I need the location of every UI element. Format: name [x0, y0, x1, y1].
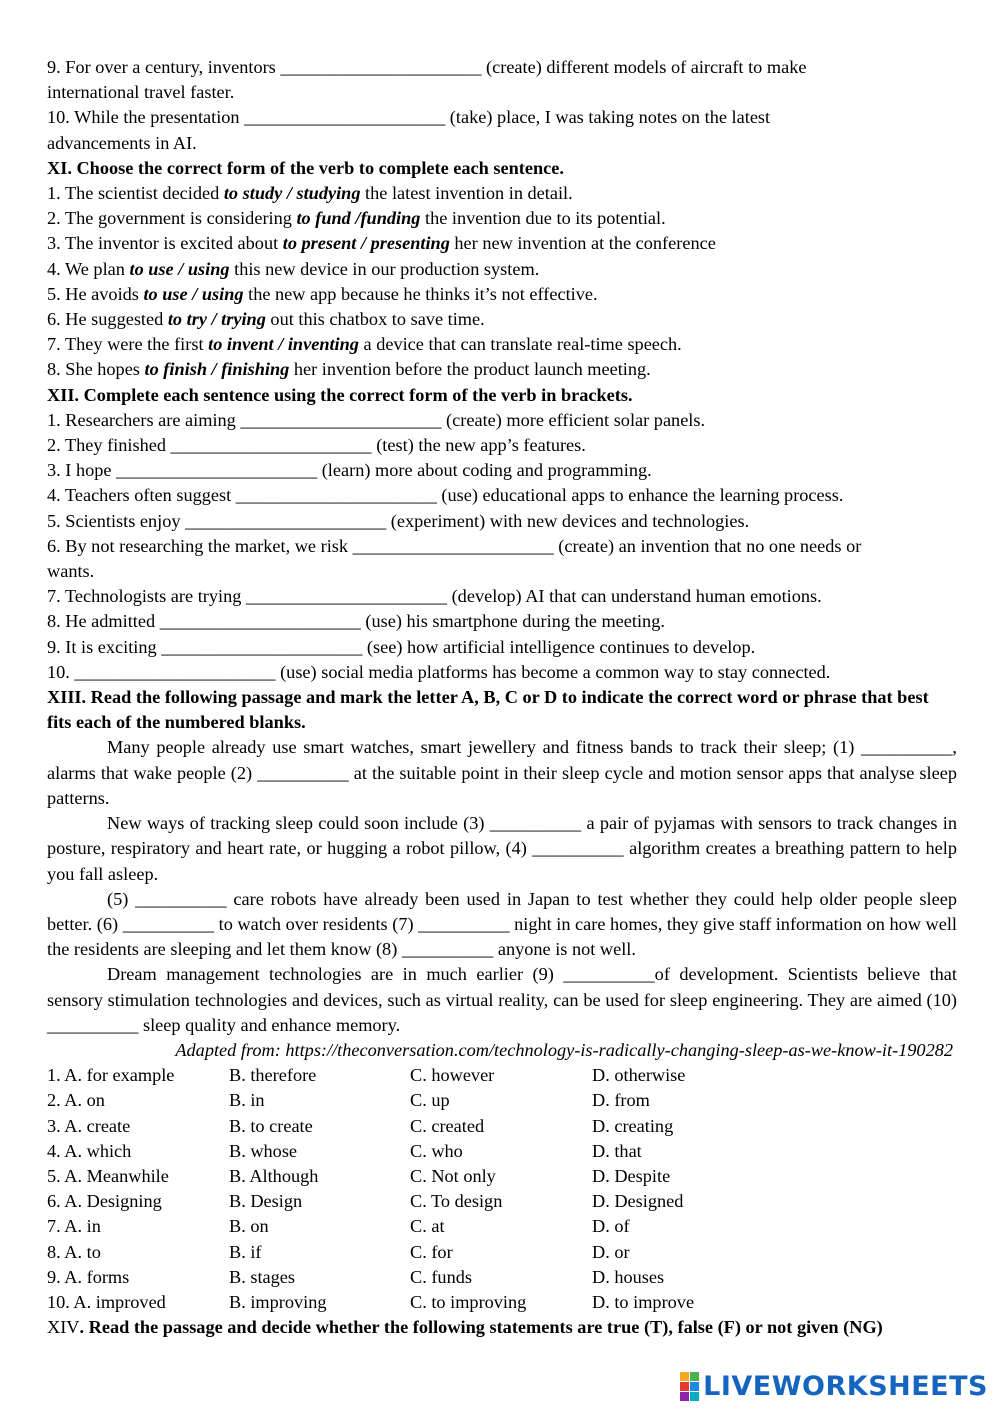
option-b[interactable]: B. stages [229, 1266, 296, 1287]
option-d[interactable]: D. from [592, 1090, 650, 1111]
fill-blank-item[interactable]: 9. It is exciting ______________________ (see) how artificial intelligence continues to develop. [47, 636, 756, 657]
option-a[interactable]: 8. A. to [47, 1241, 101, 1262]
choice-item: 5. He avoids to use / using the new app because he thinks it’s not effective. [47, 283, 598, 304]
option-a[interactable]: 2. A. on [47, 1090, 105, 1111]
passage-paragraph: (5) __________ care robots have already been used in Japan to test whether they could help older people sleep better. (6) __________ to watch over residents (7) __________ night in care homes, they give staff information on how well the residents are sleeping and let them know (8) __________ anyone is not well. [47, 888, 957, 960]
option-d[interactable]: D. houses [592, 1266, 665, 1287]
verb-choice[interactable]: to fund /funding [296, 208, 421, 229]
liveworksheets-logo[interactable] [680, 1371, 988, 1402]
fill-blank-item[interactable]: 5. Scientists enjoy ______________________ (experiment) with new devices and technologies. [47, 510, 750, 531]
option-a[interactable]: 7. A. in [47, 1216, 101, 1237]
option-a[interactable]: 1. A. for example [47, 1065, 175, 1086]
exercise-line: 10. While the presentation ______________________ (take) place, I was taking notes on the latest [47, 107, 771, 128]
option-c[interactable]: C. created [410, 1115, 485, 1136]
option-c[interactable]: C. To design [410, 1191, 503, 1212]
option-a[interactable]: 5. A. Meanwhile [47, 1165, 169, 1186]
verb-choice[interactable]: to finish / finishing [144, 359, 290, 380]
fill-blank-item[interactable]: 7. Technologists are trying ______________________ (develop) AI that can understand human emotions. [47, 586, 822, 607]
verb-choice[interactable]: to use / using [129, 258, 230, 279]
exercise-line: 9. For over a century, inventors ______________________ (create) different models of aircraft to make [47, 57, 807, 77]
option-b[interactable]: B. Design [229, 1191, 303, 1212]
option-a[interactable]: 3. A. create [47, 1115, 131, 1136]
choice-item: 6. He suggested to try / trying out this chatbox to save time. [47, 309, 485, 330]
choice-item: 7. They were the first to invent / inventing a device that can translate real-time speech. [47, 334, 682, 355]
option-c[interactable]: C. Not only [410, 1165, 496, 1186]
option-c[interactable]: C. to improving [410, 1291, 527, 1312]
top-items [47, 55, 957, 156]
choice-item: 2. The government is considering to fund /funding the invention due to its potential. [47, 208, 666, 229]
worksheet-page [47, 55, 957, 1340]
choice-item: 1. The scientist decided to study / studying the latest invention in detail. [47, 183, 573, 204]
fill-blank-item[interactable]: 2. They finished ______________________ (test) the new app’s features. [47, 435, 586, 456]
section-xii-list [47, 408, 957, 685]
option-row [47, 1290, 957, 1315]
fill-blank-item[interactable]: 10. ______________________ (use) social media platforms has become a common way to stay connected. [47, 661, 831, 682]
logo-mark-icon [680, 1372, 699, 1401]
section-xiii-title: XIII. Read the following passage and mark the letter A, B, C or D to indicate the correct word or phrase that best fits each of the numbered blanks. [47, 687, 929, 733]
exercise-line: advancements in AI. [47, 132, 197, 153]
passage-source: Adapted from: https://theconversation.com/technology-is-radically-changing-sleep-as-we-know-it-190282 [175, 1039, 953, 1060]
option-b[interactable]: B. if [229, 1241, 262, 1262]
option-row [47, 1114, 957, 1139]
verb-choice[interactable]: to study / studying [223, 183, 361, 204]
fill-blank-item[interactable]: 6. By not researching the market, we risk ______________________ (create) an invention that no one needs or [47, 535, 862, 556]
option-row [47, 1240, 957, 1265]
option-a[interactable]: 6. A. Designing [47, 1191, 162, 1212]
option-row [47, 1214, 957, 1239]
option-d[interactable]: D. Designed [592, 1191, 684, 1212]
choice-item: 3. The inventor is excited about to present / presenting her new invention at the conference [47, 233, 716, 254]
option-d[interactable]: D. that [592, 1140, 642, 1161]
option-a[interactable]: 4. A. which [47, 1140, 132, 1161]
option-row [47, 1189, 957, 1214]
option-d[interactable]: D. of [592, 1216, 630, 1237]
option-b[interactable]: B. therefore [229, 1065, 317, 1086]
option-b[interactable]: B. whose [229, 1140, 298, 1161]
option-a[interactable]: 10. A. improved [47, 1291, 166, 1312]
option-row [47, 1265, 957, 1290]
reading-passage [47, 735, 957, 1037]
option-b[interactable]: B. on [229, 1216, 269, 1237]
option-d[interactable]: D. to improve [592, 1291, 695, 1312]
option-row [47, 1164, 957, 1189]
option-d[interactable]: D. otherwise [592, 1065, 686, 1086]
option-row [47, 1088, 957, 1113]
option-b[interactable]: B. in [229, 1090, 265, 1111]
option-c[interactable]: C. funds [410, 1266, 472, 1287]
verb-choice[interactable]: to present / presenting [282, 233, 450, 254]
choice-item: 8. She hopes to finish / finishing her invention before the product launch meeting. [47, 359, 651, 380]
option-b[interactable]: B. Although [229, 1165, 319, 1186]
option-b[interactable]: B. improving [229, 1291, 327, 1312]
section-xiv-title: XIV. Read the passage and decide whether the following statements are true (T), false (F) or not given (NG) [47, 1317, 883, 1338]
choice-item: 4. We plan to use / using this new device in our production system. [47, 258, 540, 279]
section-xi-title: XI. Choose the correct form of the verb to complete each sentence. [47, 157, 564, 178]
passage-paragraph: New ways of tracking sleep could soon include (3) __________ a pair of pyjamas with sensors to track changes in posture, respiratory and heart rate, or hugging a robot pillow, (4) __________ algorithm creates a breathing pattern to help you fall asleep. [47, 813, 957, 884]
option-c[interactable]: C. at [410, 1216, 445, 1237]
passage-paragraph: Many people already use smart watches, smart jewellery and fitness bands to track their sleep; (1) __________, alarms that wake people (2) __________ at the suitable point in their sleep cycle and motion sensor apps that analyse sleep patterns. [47, 737, 957, 808]
option-c[interactable]: C. who [410, 1140, 463, 1161]
option-b[interactable]: B. to create [229, 1115, 313, 1136]
option-d[interactable]: D. Despite [592, 1165, 671, 1186]
fill-blank-item[interactable]: 4. Teachers often suggest ______________________ (use) educational apps to enhance the learning process. [47, 485, 844, 506]
verb-choice[interactable]: to use / using [143, 283, 244, 304]
option-d[interactable]: D. creating [592, 1115, 674, 1136]
section-xiv-number: XIV [47, 1317, 80, 1338]
fill-blank-item: wants. [47, 561, 95, 582]
option-d[interactable]: D. or [592, 1241, 630, 1262]
fill-blank-item[interactable]: 1. Researchers are aiming ______________________ (create) more efficient solar panels. [47, 409, 706, 430]
fill-blank-item[interactable]: 3. I hope ______________________ (learn) more about coding and programming. [47, 460, 652, 481]
answer-options [47, 1063, 957, 1315]
passage-paragraph: Dream management technologies are in much earlier (9) __________of development. Scientists believe that sensory stimulation technologies and devices, such as virtual reality, can be used for sleep engineering. They are aimed (10) __________ sleep quality and enhance memory. [47, 964, 957, 1035]
option-row [47, 1139, 957, 1164]
verb-choice[interactable]: to try / trying [167, 309, 266, 330]
fill-blank-item[interactable]: 8. He admitted ______________________ (use) his smartphone during the meeting. [47, 611, 665, 632]
option-c[interactable]: C. however [410, 1065, 495, 1086]
exercise-line: international travel faster. [47, 82, 235, 103]
section-xi-list [47, 181, 957, 383]
section-xii-title: XII. Complete each sentence using the correct form of the verb in brackets. [47, 384, 633, 405]
option-row [47, 1063, 957, 1088]
logo-text: LIVEWORKSHEETS [703, 1371, 988, 1402]
option-c[interactable]: C. up [410, 1090, 450, 1111]
verb-choice[interactable]: to invent / inventing [208, 334, 359, 355]
option-a[interactable]: 9. A. forms [47, 1266, 130, 1287]
option-c[interactable]: C. for [410, 1241, 453, 1262]
